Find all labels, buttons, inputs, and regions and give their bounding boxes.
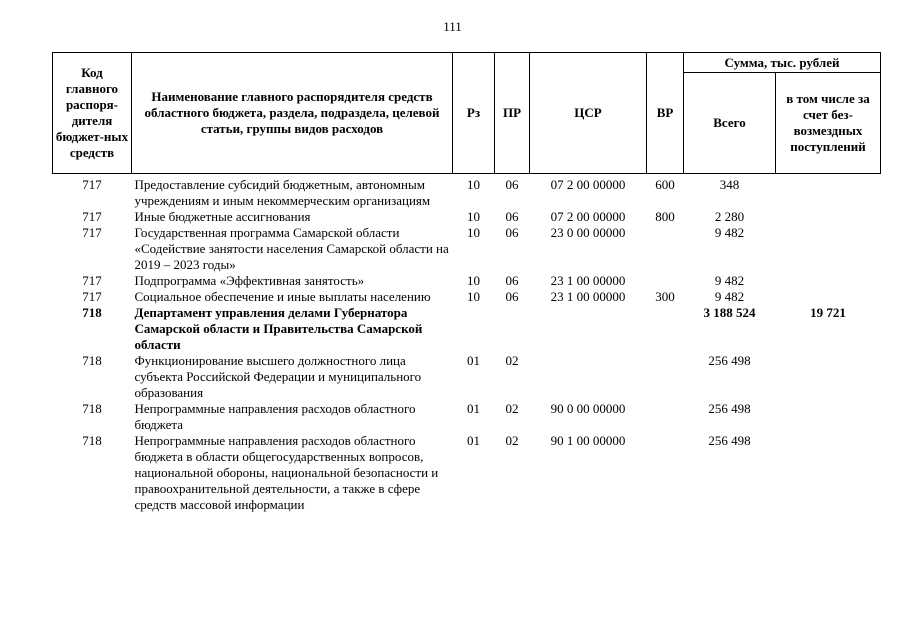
cell-name: Социальное обеспечение и иные выплаты населению (134, 289, 431, 304)
cell-free (776, 225, 881, 273)
cell-code: 717 (82, 177, 102, 192)
cell-pr: 02 (505, 401, 519, 416)
cell-vr: 800 (655, 209, 675, 224)
cell-code: 717 (82, 225, 102, 240)
cell-rz: 10 (467, 209, 480, 224)
table-row (53, 401, 881, 433)
header-vr: ВР (647, 53, 684, 174)
cell-vr: 300 (655, 289, 675, 304)
cell-code: 718 (82, 433, 102, 448)
cell-rz: 10 (467, 225, 480, 240)
cell-csr: 90 1 00 00000 (550, 433, 626, 448)
cell-pr: 06 (505, 273, 519, 288)
header-free: в том числе за счет без-возмездных поступлений (776, 73, 881, 174)
cell-code: 717 (82, 289, 102, 304)
table-row (53, 353, 881, 401)
header-total: Всего (684, 73, 776, 174)
cell-rz: 01 (467, 353, 480, 368)
cell-vr (647, 353, 684, 401)
cell-pr: 06 (505, 209, 519, 224)
cell-vr (647, 305, 684, 353)
cell-total: 9 482 (714, 289, 745, 304)
cell-name: Непрограммные направления расходов областного бюджета (134, 401, 416, 432)
header-sum: Сумма, тыс. рублей (684, 53, 881, 73)
cell-rz: 01 (467, 401, 480, 416)
cell-vr: 600 (655, 177, 675, 192)
cell-total: 256 498 (708, 433, 751, 448)
cell-csr: 23 1 00 00000 (550, 273, 626, 288)
cell-total: 9 482 (714, 273, 745, 288)
cell-free (776, 174, 881, 210)
cell-rz: 10 (467, 289, 480, 304)
cell-rz: 10 (467, 177, 480, 192)
cell-name: Подпрограмма «Эффективная занятость» (134, 273, 365, 288)
cell-total: 256 498 (708, 353, 751, 368)
cell-csr: 07 2 00 00000 (550, 209, 626, 224)
cell-name: Непрограммные направления расходов областного бюджета в области общегосударственных вопросов, национальной обороны, национальной безопасности и правоохранительной деятельности, а также в сфере средств массовой информации (134, 433, 439, 512)
page-number: 111 (443, 19, 462, 34)
cell-vr (647, 273, 684, 289)
cell-rz (453, 305, 495, 353)
cell-vr (647, 433, 684, 513)
header-code: Код главного распоря-дителя бюджет-ных средств (53, 53, 132, 174)
table-row (53, 273, 881, 289)
cell-total: 256 498 (708, 401, 751, 416)
cell-code: 718 (82, 305, 102, 320)
budget-table (52, 52, 881, 513)
header-name: Наименование главного распорядителя средств областного бюджета, раздела, подраздела, целевой статьи, группы видов расходов (132, 53, 453, 174)
cell-pr: 06 (505, 289, 519, 304)
cell-free (776, 401, 881, 433)
cell-pr: 06 (505, 177, 519, 192)
table-row (53, 174, 881, 210)
header-pr: ПР (495, 53, 530, 174)
cell-free (776, 353, 881, 401)
cell-total: 348 (719, 177, 740, 192)
cell-name: Государственная программа Самарской области «Содействие занятости населения Самарской области на 2019 – 2023 годы» (134, 225, 449, 272)
cell-vr (647, 225, 684, 273)
cell-csr: 23 1 00 00000 (550, 289, 626, 304)
cell-free (776, 209, 881, 225)
cell-pr: 02 (505, 433, 519, 448)
cell-code: 718 (82, 353, 102, 368)
table-body (53, 174, 881, 514)
cell-csr: 23 0 00 00000 (550, 225, 626, 240)
cell-total: 2 280 (714, 209, 745, 224)
header-rz: Рз (453, 53, 495, 174)
header-csr: ЦСР (530, 53, 647, 174)
cell-name: Функционирование высшего должностного лица субъекта Российской Федерации и муниципального образования (134, 353, 422, 400)
table-row (53, 225, 881, 273)
cell-code: 717 (82, 209, 102, 224)
cell-free: 19 721 (810, 305, 846, 320)
cell-rz: 10 (467, 273, 480, 288)
table-row (53, 289, 881, 305)
cell-csr: 07 2 00 00000 (550, 177, 626, 192)
cell-rz: 01 (467, 433, 480, 448)
cell-pr: 02 (505, 353, 519, 368)
cell-csr (530, 305, 647, 353)
cell-free (776, 289, 881, 305)
table-row (53, 433, 881, 513)
cell-name: Иные бюджетные ассигнования (134, 209, 311, 224)
table-row (53, 209, 881, 225)
cell-code: 718 (82, 401, 102, 416)
cell-free (776, 433, 881, 513)
cell-pr: 06 (505, 225, 519, 240)
cell-free (776, 273, 881, 289)
table-row (53, 305, 881, 353)
cell-name: Департамент управления делами Губернатора Самарской области и Правительства Самарской области (134, 305, 423, 352)
cell-csr: 90 0 00 00000 (550, 401, 626, 416)
cell-vr (647, 401, 684, 433)
cell-name: Предоставление субсидий бюджетным, автономным учреждениям и иным некоммерческим организациям (134, 177, 431, 208)
cell-total: 9 482 (714, 225, 745, 240)
cell-total: 3 188 524 (703, 305, 756, 320)
cell-pr (495, 305, 530, 353)
cell-code: 717 (82, 273, 102, 288)
cell-csr (530, 353, 647, 401)
